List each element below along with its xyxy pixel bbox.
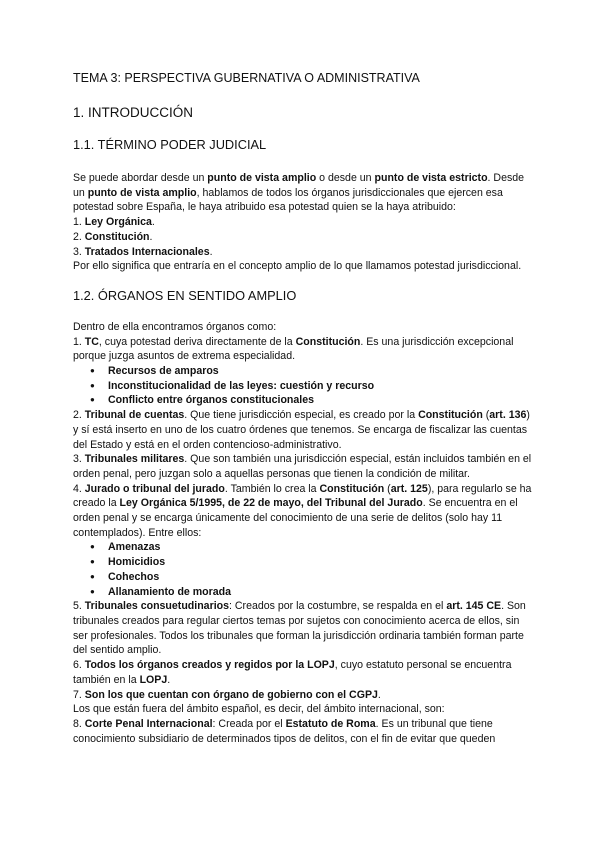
- bold-text: art. 145 CE: [446, 600, 502, 613]
- text-run: . Desde un: [73, 172, 525, 199]
- list-item-ley-organica: [73, 215, 533, 230]
- heading-termino-poder-judicial: 1.1. TÉRMINO PODER JUDICIAL: [73, 137, 267, 152]
- bullet-item: ● Cohechos: [108, 570, 533, 585]
- text-run: : Creados por la costumbre, se respalda en el: [229, 600, 447, 613]
- text-run: 7.: [73, 688, 85, 701]
- heading-introduccion: 1. INTRODUCCIÓN: [73, 105, 194, 120]
- text-run: o desde un: [316, 172, 375, 184]
- text-run: ) y sí está inserto en uno de los cuatro órdenes que tenemos. Se encarga de fiscalizar las cuentas del Estado y está en el orden contencioso-administrativo.: [73, 409, 530, 451]
- bold-text: Constitución: [295, 335, 361, 348]
- jurado-bullet-list: [73, 540, 533, 599]
- list-item-tratados: [73, 245, 533, 260]
- bold-text: Jurado o tribunal del jurado: [84, 482, 225, 495]
- text-run: Dentro de ella encontramos órganos como:: [73, 320, 277, 333]
- text-run: 1.: [73, 335, 85, 348]
- text-run: . También lo crea la: [224, 482, 320, 495]
- text-run: Los que están fuera del ámbito español, es decir, del ámbito internacional, son:: [73, 703, 445, 716]
- organ-item-tc: [73, 335, 533, 364]
- text-run: .: [377, 688, 381, 701]
- bold-text: punto de vista amplio: [207, 172, 317, 184]
- text-run: . Se encuentra en el orden penal y se encarga únicamente del conocimiento de una serie de delitos (solo hay 11 contemplados). Entre ellos:: [73, 497, 518, 539]
- text-run: 4.: [73, 482, 85, 495]
- bold-text: art. 125: [390, 482, 428, 495]
- text-run: (: [384, 482, 391, 495]
- bullet-item: ● Allanamiento de morada: [108, 585, 533, 600]
- bold-text: Estatuto de Roma: [285, 717, 376, 730]
- text-run: , cuyo estatuto personal se encuentra también en la: [73, 659, 512, 686]
- bold-text: Constitución: [418, 409, 483, 422]
- text-run: 3.: [73, 245, 85, 258]
- text-run: . Que son también una jurisdicción especial, están incluidos también en el orden penal, pero juzgan solo a aquellas personas que tienen la condición de militar.: [73, 453, 532, 480]
- bullet-item: ● Recursos de amparos: [108, 364, 533, 379]
- bold-text: LOPJ: [139, 673, 168, 686]
- bold-text: Tratados Internacionales: [84, 245, 210, 258]
- text-run: 3.: [73, 453, 85, 466]
- bold-text: Constitución: [84, 230, 150, 243]
- text-run: 8.: [73, 717, 85, 730]
- bold-text: Ley Orgánica 5/1995, de 22 de mayo, del Tribunal del Jurado: [119, 497, 423, 510]
- text-run: .: [209, 245, 213, 258]
- organ-item-consuetudinarios: [73, 599, 533, 658]
- text-run: : Creada por el: [212, 717, 286, 730]
- bold-text: Todos los órganos creados y regidos por la LOPJ: [84, 659, 335, 672]
- tc-bullet-list: [73, 364, 533, 408]
- bullet-item: ● Inconstitucionalidad de las leyes: cuestión y recurso: [108, 379, 533, 394]
- bold-text: Constitución: [319, 482, 385, 495]
- text-run: , hablamos de todos los órganos jurisdiccionales que ejercen esa potestad sobre España, le haya atribuido esa potestad quien se la haya atribuido:: [73, 186, 503, 214]
- document-title: TEMA 3: PERSPECTIVA GUBERNATIVA O ADMINISTRATIVA: [73, 71, 420, 85]
- organ-item-tribunales-militares: [73, 452, 533, 481]
- text-run: 6.: [73, 659, 85, 672]
- bold-text: Tribunales militares: [84, 453, 185, 466]
- text-run: 1.: [73, 216, 85, 229]
- bold-text: Tribunales consuetudinarios: [84, 600, 230, 613]
- paragraph-potestad-jurisdiccional: [73, 259, 533, 274]
- bold-text: punto de vista estricto: [374, 172, 488, 184]
- organ-item-cgpj: [73, 688, 533, 703]
- bold-text: Corte Penal Internacional: [84, 717, 213, 730]
- text-run: 2.: [73, 230, 85, 243]
- bullet-item: ● Homicidios: [108, 555, 533, 570]
- text-run: Se puede abordar desde un: [73, 172, 208, 184]
- paragraph-ambito-internacional: [73, 702, 533, 717]
- paragraph-punto-de-vista: [73, 171, 533, 215]
- organ-item-lopj: [73, 658, 533, 687]
- text-run: (: [482, 409, 490, 422]
- bold-text: Tribunal de cuentas: [84, 409, 185, 422]
- text-run: . Son tribunales creados para regular ciertos temas por sujetos con conocimiento acerca de ellos, sin ser profesionales. Todos los tribunales que forman la jurisdicción ordinaria también forman parte del sentido amplio.: [73, 600, 526, 657]
- bold-text: Son los que cuentan con órgano de gobierno con el CGPJ: [84, 688, 378, 701]
- bullet-item: ● Conflicto entre órganos constitucionales: [108, 393, 533, 408]
- text-run: .: [167, 673, 171, 686]
- text-run: , cuya potestad deriva directamente de la: [98, 335, 296, 348]
- text-run: . Es un tribunal que tiene conocimiento subsidiario de determinados tipos de delitos, con el fin de evitar que queden: [73, 717, 496, 745]
- bold-text: Ley Orgánica: [84, 216, 152, 229]
- organ-item-tribunal-cuentas: [73, 408, 533, 452]
- text-run: ), para regularlo se ha creado la: [73, 482, 532, 510]
- bold-text: TC: [84, 335, 99, 348]
- bold-text: punto de vista amplio: [87, 186, 197, 199]
- paragraph-dentro-de-ella: [73, 320, 533, 335]
- heading-organos-sentido-amplio: 1.2. ÓRGANOS EN SENTIDO AMPLIO: [73, 287, 297, 303]
- organ-item-jurado: [73, 482, 533, 541]
- text-run: .: [151, 216, 155, 229]
- text-run: . Que tiene jurisdicción especial, es creado por la: [184, 409, 419, 422]
- text-run: 2.: [73, 409, 85, 422]
- text-run: Por ello significa que entraría en el concepto amplio de lo que llamamos potestad jurisdiccional.: [73, 260, 522, 273]
- organ-item-corte-penal: [73, 717, 533, 746]
- text-run: . Es una jurisdicción excepcional porque juzga asuntos de extrema especialidad.: [73, 335, 514, 363]
- text-run: .: [149, 230, 153, 243]
- document-body: [73, 70, 533, 746]
- text-run: 5.: [73, 600, 85, 613]
- bullet-item: ● Amenazas: [108, 540, 533, 555]
- bold-text: art. 136: [489, 409, 527, 422]
- list-item-constitucion: [73, 230, 533, 245]
